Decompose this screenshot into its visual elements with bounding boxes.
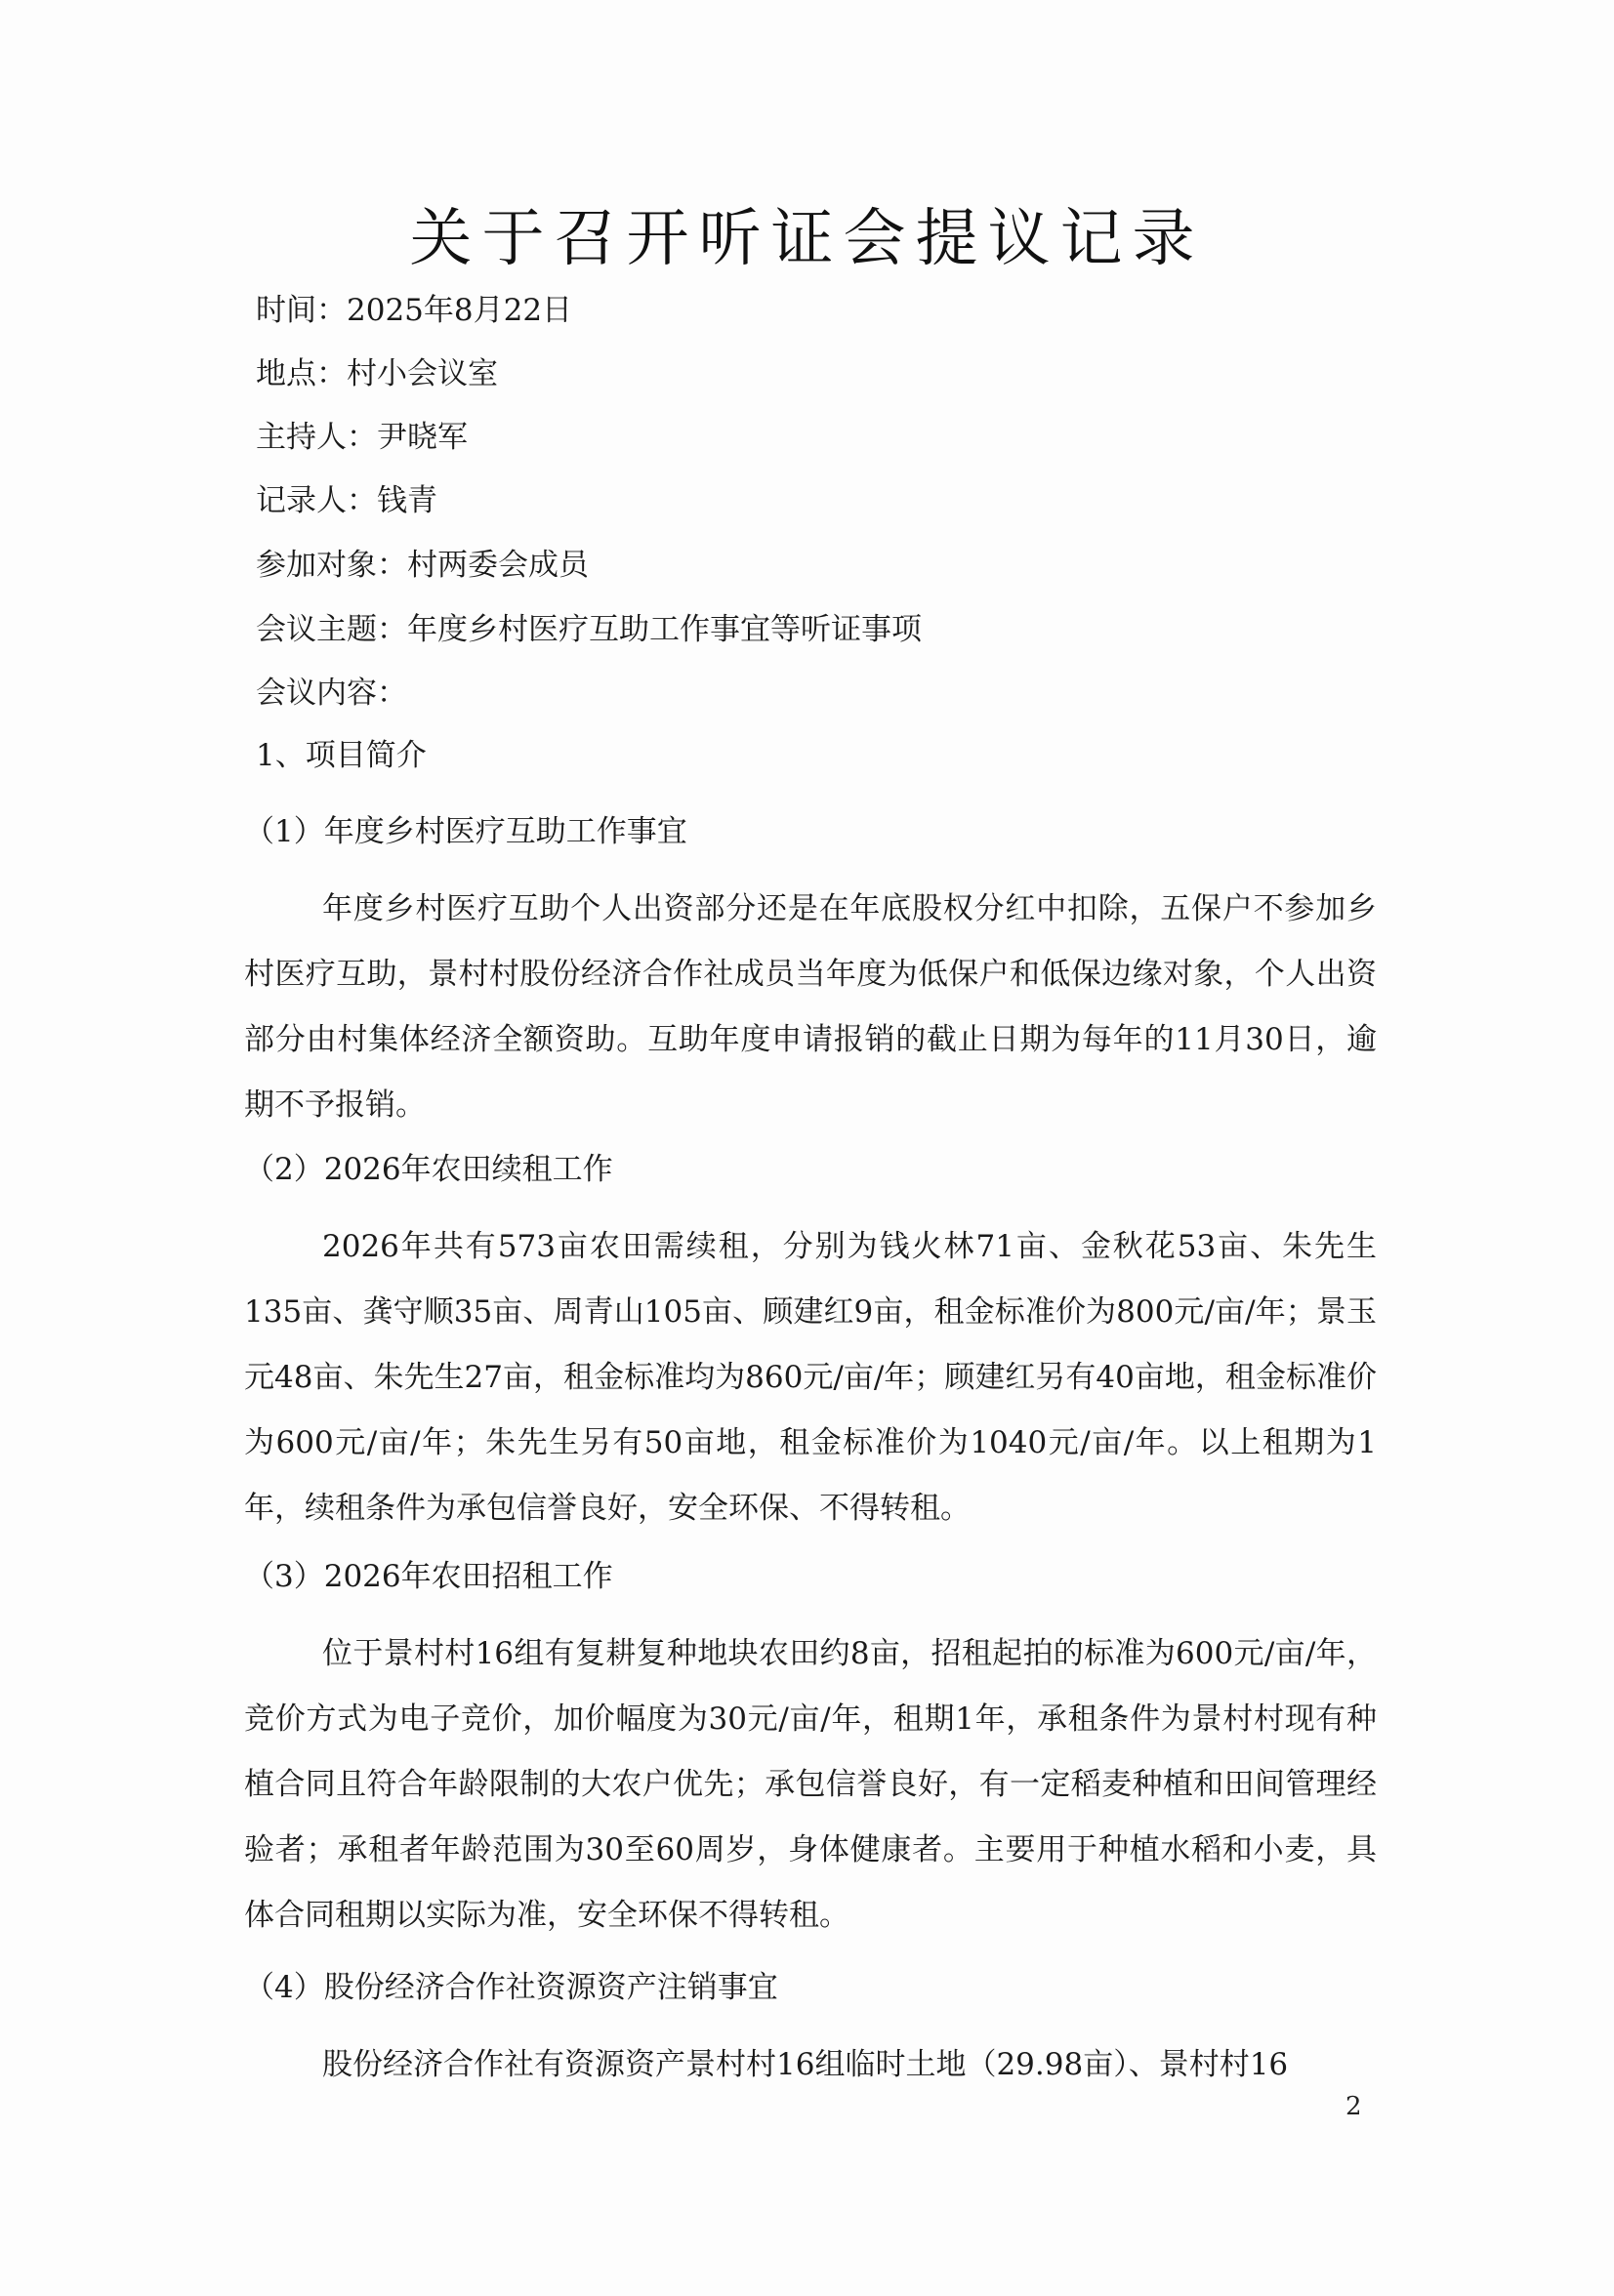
item-body-4: 股份经济合作社有资源资产景村村16组临时土地（29.98亩）、景村村16 [322,2047,1289,2082]
item-heading-4: （4）股份经济合作社资源资产注销事宜 [244,1970,778,2005]
item-body-3: 位于景村村16组有复耕复种地块农田约8亩，招租起拍的标准为600元/亩/年，竞价方式为电子竞价，加价幅度为30元/亩/年，租期1年，承租条件为景村村现有种植合同且符合年龄限制的大农户优先；承包信誉良好，有一定稻麦种植和田间管理经验者；承租者年龄范围为30至60周岁，身体健康者。主要用于种植水稻和小麦，具体合同租期以实际为准，安全环保不得转租。 [244,1636,1377,1933]
item-body-2: 2026年共有573亩农田需续租，分别为钱火林71亩、金秋花53亩、朱先生135亩、龚守顺35亩、周青山105亩、顾建红9亩，租金标准价为800元/亩/年；景玉元48亩、朱先生27亩，租金标准均为860元/亩/年；顾建红另有40亩地，租金标准价为600元/亩/年；朱先生另有50亩地，租金标准价为1040元/亩/年。以上租期为1年，续租条件为承包信誉良好，安全环保、不得转租。 [244,1229,1377,1526]
meeting-time: 时间：2025年8月22日 [256,293,573,328]
meeting-participants: 参加对象：村两委会成员 [256,548,589,583]
meeting-content-label: 会议内容： [256,676,407,711]
page-number: 2 [1345,2092,1362,2121]
item-heading-1: （1）年度乡村医疗互助工作事宜 [244,814,687,849]
meeting-recorder: 记录人：钱青 [256,483,437,518]
meeting-location: 地点：村小会议室 [256,356,498,391]
document-title: 关于召开听证会提议记录 [409,203,1205,275]
item-heading-2: （2）2026年农田续租工作 [244,1152,613,1187]
item-heading-3: （3）2026年农田招租工作 [244,1559,613,1594]
item-body-1: 年度乡村医疗互助个人出资部分还是在年底股权分红中扣除，五保户不参加乡村医疗互助，景村村股份经济合作社成员当年度为低保户和低保边缘对象，个人出资部分由村集体经济全额资助。互助年度申请报销的截止日期为每年的11月30日，逾期不予报销。 [244,891,1377,1123]
meeting-host: 主持人：尹晓军 [256,420,468,455]
section-heading: 1、项目简介 [256,738,427,773]
meeting-topic: 会议主题：年度乡村医疗互助工作事宜等听证事项 [256,612,922,647]
